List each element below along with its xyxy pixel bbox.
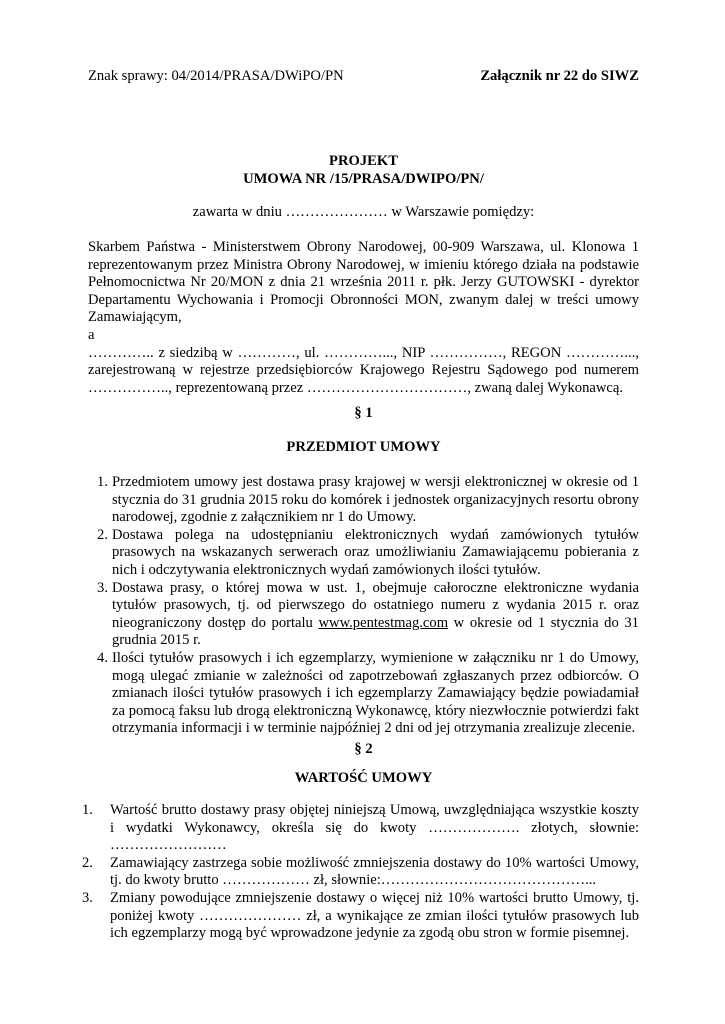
concluded-line: zawarta w dniu ………………… w Warszawie pomiędzy: <box>192 204 535 220</box>
item-text-before: Dostawa prasy, o której mowa w ust. 1, obejmuje całoroczne elektroniczne wydania tytułów prasowych, tj. od pierwszego do ostatniego numeru z wydania 2015 r. oraz nieograniczony dostęp do portalu <box>112 579 639 631</box>
list-item <box>82 889 639 943</box>
item-number: 1. <box>82 802 93 818</box>
item-number: 2. <box>97 526 108 543</box>
item-text-after: w okresie od 1 stycznia do 31 grudnia 2015 r. <box>112 614 639 649</box>
item-text <box>112 580 639 649</box>
section2-mark: § 2 <box>354 741 373 757</box>
parties-block <box>88 239 639 397</box>
list-item <box>82 854 639 890</box>
party-ordering: Skarbem Państwa - Ministerstwem Obrony Narodowej, 00-909 Warszawa, ul. Klonowa 1 reprezentowanym przez Ministra Obrony Narodowej, w imieniu którego działa na podstawie Pełnomocnictwa Nr 20/MON z dnia 21 września 2011 r. płk. Jerzy GUTOWSKI - dyrektor Departamentu Wychowania i Promocji Obronności MON, zwanym dalej w treści umowy Zamawiającym, <box>88 239 639 326</box>
item-number: 2. <box>82 854 93 871</box>
item-text: Wartość brutto dostawy prasy objętej niniejszą Umową, uwzględniająca wszystkie koszty i wydatki Wykonawcy, określa się do kwoty ………………. złotych, słownie: …………………… <box>110 802 639 854</box>
section2-list <box>82 802 639 943</box>
section1-mark: § 1 <box>354 405 373 421</box>
party-conjunction: a <box>88 326 95 343</box>
list-item <box>88 580 639 650</box>
section1-list <box>88 474 639 738</box>
list-item <box>88 527 639 580</box>
item-number: 3. <box>82 889 93 906</box>
item-text: Zamawiający zastrzega sobie możliwość zmniejszenia dostawy do 10% wartości Umowy, tj. do kwoty brutto ……………… zł, słownie:……………………………………... <box>110 854 639 889</box>
item-text: Ilości tytułów prasowych i ich egzemplarzy, wymienione w załączniku nr 1 do Umowy, mogą ulegać zmianie w zależności od zapotrzebowań zgłaszanych przez odbiorców. O zmianach ilości tytułów prasowych i ich egzemplarzy Zamawiający będzie powiadamiał za pomocą faksu lub drogą elektroniczną Wykonawcę, który niezwłocznie potwierdzi fakt otrzymania informacji i w terminie najpóźniej 2 dni od jej otrzymania zrealizuje zlecenie. <box>112 649 639 737</box>
item-text: Przedmiotem umowy jest dostawa prasy krajowej w wersji elektronicznej w okresie od 1 stycznia do 31 grudnia 2015 roku do komórek i jednostek organizacyjnych resortu obrony narodowej, zgodnie z załącznikiem nr 1 do Umowy. <box>112 474 639 526</box>
item-number: 4. <box>97 649 108 666</box>
list-item <box>82 802 639 855</box>
title-contract-number: UMOWA NR /15/PRASA/DWIPO/PN/ <box>243 170 484 187</box>
case-number: Znak sprawy: 04/2014/PRASA/DWiPO/PN <box>88 68 344 84</box>
list-item <box>88 474 639 527</box>
title-project: PROJEKT <box>329 153 398 169</box>
attachment-label: Załącznik nr 22 do SIWZ <box>480 68 639 84</box>
section1-heading: PRZEDMIOT UMOWY <box>286 439 441 455</box>
item-number: 3. <box>97 579 108 596</box>
item-number: 1. <box>97 474 108 490</box>
party-contractor: ………….. z siedzibą w …………, ul. …………..., NIP ……………, REGON …………..., zarejestrowaną w rejestrze przedsiębiorców Krajowego Rejestru Sądowego pod numerem …………….., reprezentowaną przez ……………………………, zwaną dalej Wykonawcą. <box>88 344 639 396</box>
portal-link[interactable]: www.pentestmag.com <box>318 614 449 631</box>
item-text: Dostawa polega na udostępnianiu elektronicznych wydań zamówionych tytułów prasowych na wskazanych serwerach oraz umożliwianiu Zamawiającemu pobierania z nich i odczytywania elektronicznych wydań zamówionych ilości tytułów. <box>112 526 639 578</box>
section2-heading: WARTOŚĆ UMOWY <box>294 770 433 786</box>
document-title <box>88 153 639 188</box>
list-item <box>88 650 639 738</box>
item-text: Zmiany powodujące zmniejszenie dostawy o więcej niż 10% wartości brutto Umowy, tj. poniżej kwoty ………………… zł, a wynikające ze zmian ilości tytułów prasowych lub ich egzemplarzy mogą być wprowadzone jedynie za zgodą obu stron w formie pisemnej. <box>110 889 639 942</box>
page-header <box>88 68 639 86</box>
